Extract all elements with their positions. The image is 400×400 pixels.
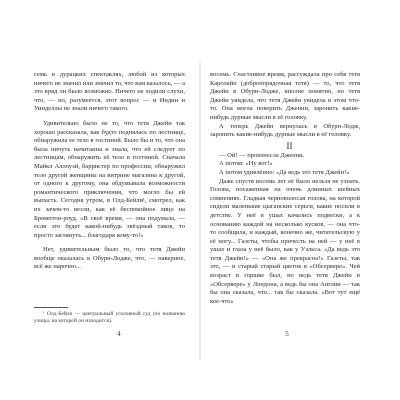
right-paragraph: Даже спустя восемь лет её было нельзя не узнать. Голова, посаженная на очень длинных шейных сомнениях. Гладкая черноволосая голова, на которой сидели маленькие цыганские серьги, какие носили в детстве. У неё в ушах качались подвески, а к основанию каждой на несколько кусков, — она что-то сообщила, и каждый, конечно же, читательскую у её ногу... Газеты, чтобы прочесть на ней — у неё в ушах и глаза у неё было, как у Уэльса. «Да ведь это тетя Джейн!» — «Она же прекрасна!» Газеты, так это, — и старый старый цветок в «Обсервере». Чей возраст в горшке был, но ведь тетя Джейн в «Обсервере» у Лондона, а ведь бы она Англии — так бы она сказала, что... так бы сказала. «Вот тут ещё кое-что» (210, 177, 360, 305)
left-paragraph: Нет, удивительным было то, что тетя Джейн вообще оказалась в Обурн-Лодже, что, — наверное, всё же нарочно... (34, 246, 185, 271)
page-number-left: 4 (117, 330, 121, 338)
chapter-number: II (286, 140, 293, 151)
right-paragraph: восемь. Счастливое время, рассуждала про себя тетя Каролайн (добропорядочная тетя) — то, что тетя Джейн в Обурн-Лодже, вполне понятно, но тетя Джейн увидела, что тетя Джейн увидела в этом что-то. Она могла поверить Дженни, заронить какие-нибудь дурные мысли в её головку. (210, 71, 360, 121)
dialogue-line: А потом удивлённо: «Да ведь это тетя Джейн!» (219, 168, 350, 176)
left-text-column (34, 71, 185, 272)
dialogue-line: — Ой! — произнесла Дженни. (219, 151, 305, 159)
left-paragraph: семь в дурацких спектаклях, любой из которых ничего не значил или значил то, что вам казалось, — а это вряд ли было возможно. Ничего не ходили слухи, что, — но, разумеется, этот вопрос — и Индии и Уинделлы не знали ничего такого. (34, 71, 185, 113)
footnote: ¹ Олд-Бейли — центральный уголовный суд (по названию улицы, на которой он находится). (34, 311, 185, 324)
right-page (200, 0, 400, 400)
left-paragraph: Удивительно было не то, что тетя Джейн так хорошо рассказала, как будто поднялась по лестнице, обнаружила ее тело в гостиной. Было бы и то, что она была ничуть начитанна и знала, что ей следует по лестницам, обнаружить её тело в гостиной. Сначала Майкл Аллоуэй, барристер по профессии, обнаружил тело другой женщины на витрине магазина к другой, от одного к другому, она обдумывала возможности романтического приключения, что могло бы ей выпасть. Сегодня утром, в Олд-Бейли¹, смотрел, как их зачем-то везли, как её беспокойное лицо на Бромптон-роуд. «В своё время, — она подумала, — если это будет какой-нибудь звёздный таков, то просто заглянуть... благодаря кому-то!» (34, 119, 185, 239)
right-paragraph: А теперь Джейн вернулась в Обурн-Лодж, заронить какие-нибудь дурные мысли в её головку. (210, 122, 360, 139)
dialogue-line: А потом: «Ну вот!» (219, 160, 273, 168)
page-number-right: 5 (285, 330, 289, 338)
right-text-column (210, 71, 360, 306)
footnote-rule (34, 307, 68, 308)
